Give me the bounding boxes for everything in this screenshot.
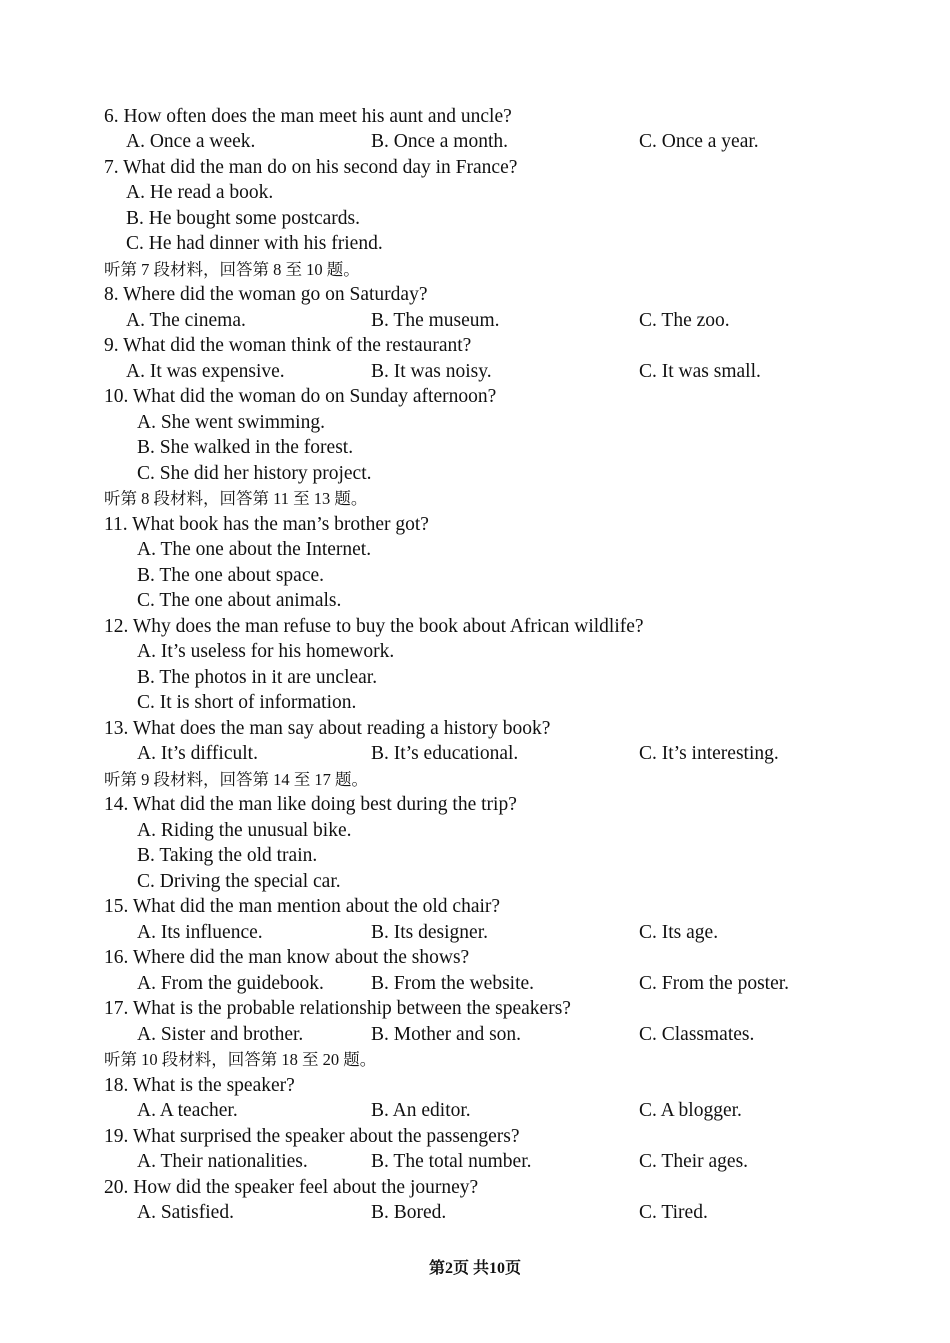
question-text: 16. Where did the man know about the shows? xyxy=(104,947,470,968)
option-c: C. Tired. xyxy=(639,1202,708,1223)
option-b: B. From the website. xyxy=(371,973,535,994)
option-row xyxy=(0,410,950,435)
option-row xyxy=(0,461,950,486)
option-b: B. Mother and son. xyxy=(371,1024,522,1045)
question-20 xyxy=(0,1175,950,1200)
option-b: B. Taking the old train. xyxy=(137,845,318,866)
option-c: C. Their ages. xyxy=(639,1151,749,1172)
option-c: C. A blogger. xyxy=(639,1100,742,1121)
options-row xyxy=(0,1022,950,1047)
option-row xyxy=(0,206,950,231)
question-text: 8. Where did the woman go on Saturday? xyxy=(104,284,428,305)
option-c: C. Once a year. xyxy=(639,131,759,152)
options-row xyxy=(0,359,950,384)
option-c: C. He had dinner with his friend. xyxy=(126,233,383,254)
option-row xyxy=(0,180,950,205)
question-10 xyxy=(0,384,950,409)
section-heading xyxy=(0,257,950,282)
question-text: 19. What surprised the speaker about the passengers? xyxy=(104,1126,520,1147)
question-6 xyxy=(0,104,950,129)
options-row xyxy=(0,741,950,766)
question-13 xyxy=(0,716,950,741)
option-b: B. It’s educational. xyxy=(371,743,519,764)
option-a: A. It was expensive. xyxy=(126,361,285,382)
question-text: 20. How did the speaker feel about the journey? xyxy=(104,1177,479,1198)
question-7 xyxy=(0,155,950,180)
option-a: A. Sister and brother. xyxy=(137,1024,304,1045)
option-c: C. Its age. xyxy=(639,922,719,943)
question-14 xyxy=(0,792,950,817)
page-footer: 第2页 共10页 xyxy=(428,1260,521,1277)
option-c: C. The one about animals. xyxy=(137,590,342,611)
option-c: C. It is short of information. xyxy=(137,692,357,713)
option-b: B. She walked in the forest. xyxy=(137,437,354,458)
option-b: B. He bought some postcards. xyxy=(126,208,360,229)
option-a: A. A teacher. xyxy=(137,1100,238,1121)
option-a: A. It’s difficult. xyxy=(137,743,258,764)
question-text: 17. What is the probable relationship between the speakers? xyxy=(104,998,571,1019)
question-17 xyxy=(0,996,950,1021)
option-a: A. Riding the unusual bike. xyxy=(137,820,352,841)
option-b: B. Bored. xyxy=(371,1202,447,1223)
option-a: A. The one about the Internet. xyxy=(137,539,372,560)
options-row xyxy=(0,308,950,333)
option-a: A. Once a week. xyxy=(126,131,256,152)
options-row xyxy=(0,1200,950,1225)
section-text: 听第 7 段材料，回答第 8 至 10 题。 xyxy=(104,260,360,279)
question-text: 14. What did the man like doing best during the trip? xyxy=(104,794,517,815)
question-text: 15. What did the man mention about the old chair? xyxy=(104,896,501,917)
question-text: 9. What did the woman think of the restaurant? xyxy=(104,335,472,356)
option-c: C. It was small. xyxy=(639,361,761,382)
option-row xyxy=(0,435,950,460)
section-text: 听第 8 段材料，回答第 11 至 13 题。 xyxy=(104,489,368,508)
option-row xyxy=(0,665,950,690)
option-b: B. Once a month. xyxy=(371,131,509,152)
option-b: B. It was noisy. xyxy=(371,361,492,382)
question-15 xyxy=(0,894,950,919)
option-row xyxy=(0,563,950,588)
question-text: 18. What is the speaker? xyxy=(104,1075,295,1096)
option-c: C. From the poster. xyxy=(639,973,790,994)
question-text: 6. How often does the man meet his aunt and uncle? xyxy=(104,106,512,127)
option-row xyxy=(0,690,950,715)
question-text: 13. What does the man say about reading a history book? xyxy=(104,718,551,739)
question-19 xyxy=(0,1124,950,1149)
option-a: A. Their nationalities. xyxy=(137,1151,308,1172)
option-c: C. It’s interesting. xyxy=(639,743,779,764)
option-b: B. The museum. xyxy=(371,310,500,331)
option-row xyxy=(0,818,950,843)
option-row xyxy=(0,843,950,868)
section-text: 听第 9 段材料，回答第 14 至 17 题。 xyxy=(104,770,368,789)
option-b: B. The photos in it are unclear. xyxy=(137,667,378,688)
options-row xyxy=(0,920,950,945)
option-c: C. Classmates. xyxy=(639,1024,755,1045)
option-a: A. From the guidebook. xyxy=(137,973,324,994)
option-b: B. The total number. xyxy=(371,1151,532,1172)
option-a: A. He read a book. xyxy=(126,182,274,203)
question-11 xyxy=(0,512,950,537)
options-row xyxy=(0,1149,950,1174)
question-18 xyxy=(0,1073,950,1098)
option-row xyxy=(0,537,950,562)
section-heading xyxy=(0,1047,950,1072)
option-b: B. Its designer. xyxy=(371,922,488,943)
option-c: C. She did her history project. xyxy=(137,463,372,484)
option-row xyxy=(0,231,950,256)
question-12 xyxy=(0,614,950,639)
section-text: 听第 10 段材料，回答第 18 至 20 题。 xyxy=(104,1050,377,1069)
option-a: A. Its influence. xyxy=(137,922,263,943)
options-row xyxy=(0,971,950,996)
question-text: 7. What did the man do on his second day in France? xyxy=(104,157,518,178)
option-row xyxy=(0,588,950,613)
option-row xyxy=(0,869,950,894)
question-text: 10. What did the woman do on Sunday afternoon? xyxy=(104,386,497,407)
section-heading xyxy=(0,767,950,792)
option-a: A. The cinema. xyxy=(126,310,246,331)
question-text: 11. What book has the man’s brother got? xyxy=(104,514,429,535)
option-c: C. Driving the special car. xyxy=(137,871,341,892)
options-row xyxy=(0,129,950,154)
question-16 xyxy=(0,945,950,970)
question-8 xyxy=(0,282,950,307)
question-9 xyxy=(0,333,950,358)
section-heading xyxy=(0,486,950,511)
option-c: C. The zoo. xyxy=(639,310,730,331)
option-b: B. An editor. xyxy=(371,1100,471,1121)
option-a: A. It’s useless for his homework. xyxy=(137,641,395,662)
question-text: 12. Why does the man refuse to buy the book about African wildlife? xyxy=(104,616,644,637)
options-row xyxy=(0,1098,950,1123)
option-row xyxy=(0,639,950,664)
option-a: A. Satisfied. xyxy=(137,1202,234,1223)
option-a: A. She went swimming. xyxy=(137,412,325,433)
option-b: B. The one about space. xyxy=(137,565,325,586)
